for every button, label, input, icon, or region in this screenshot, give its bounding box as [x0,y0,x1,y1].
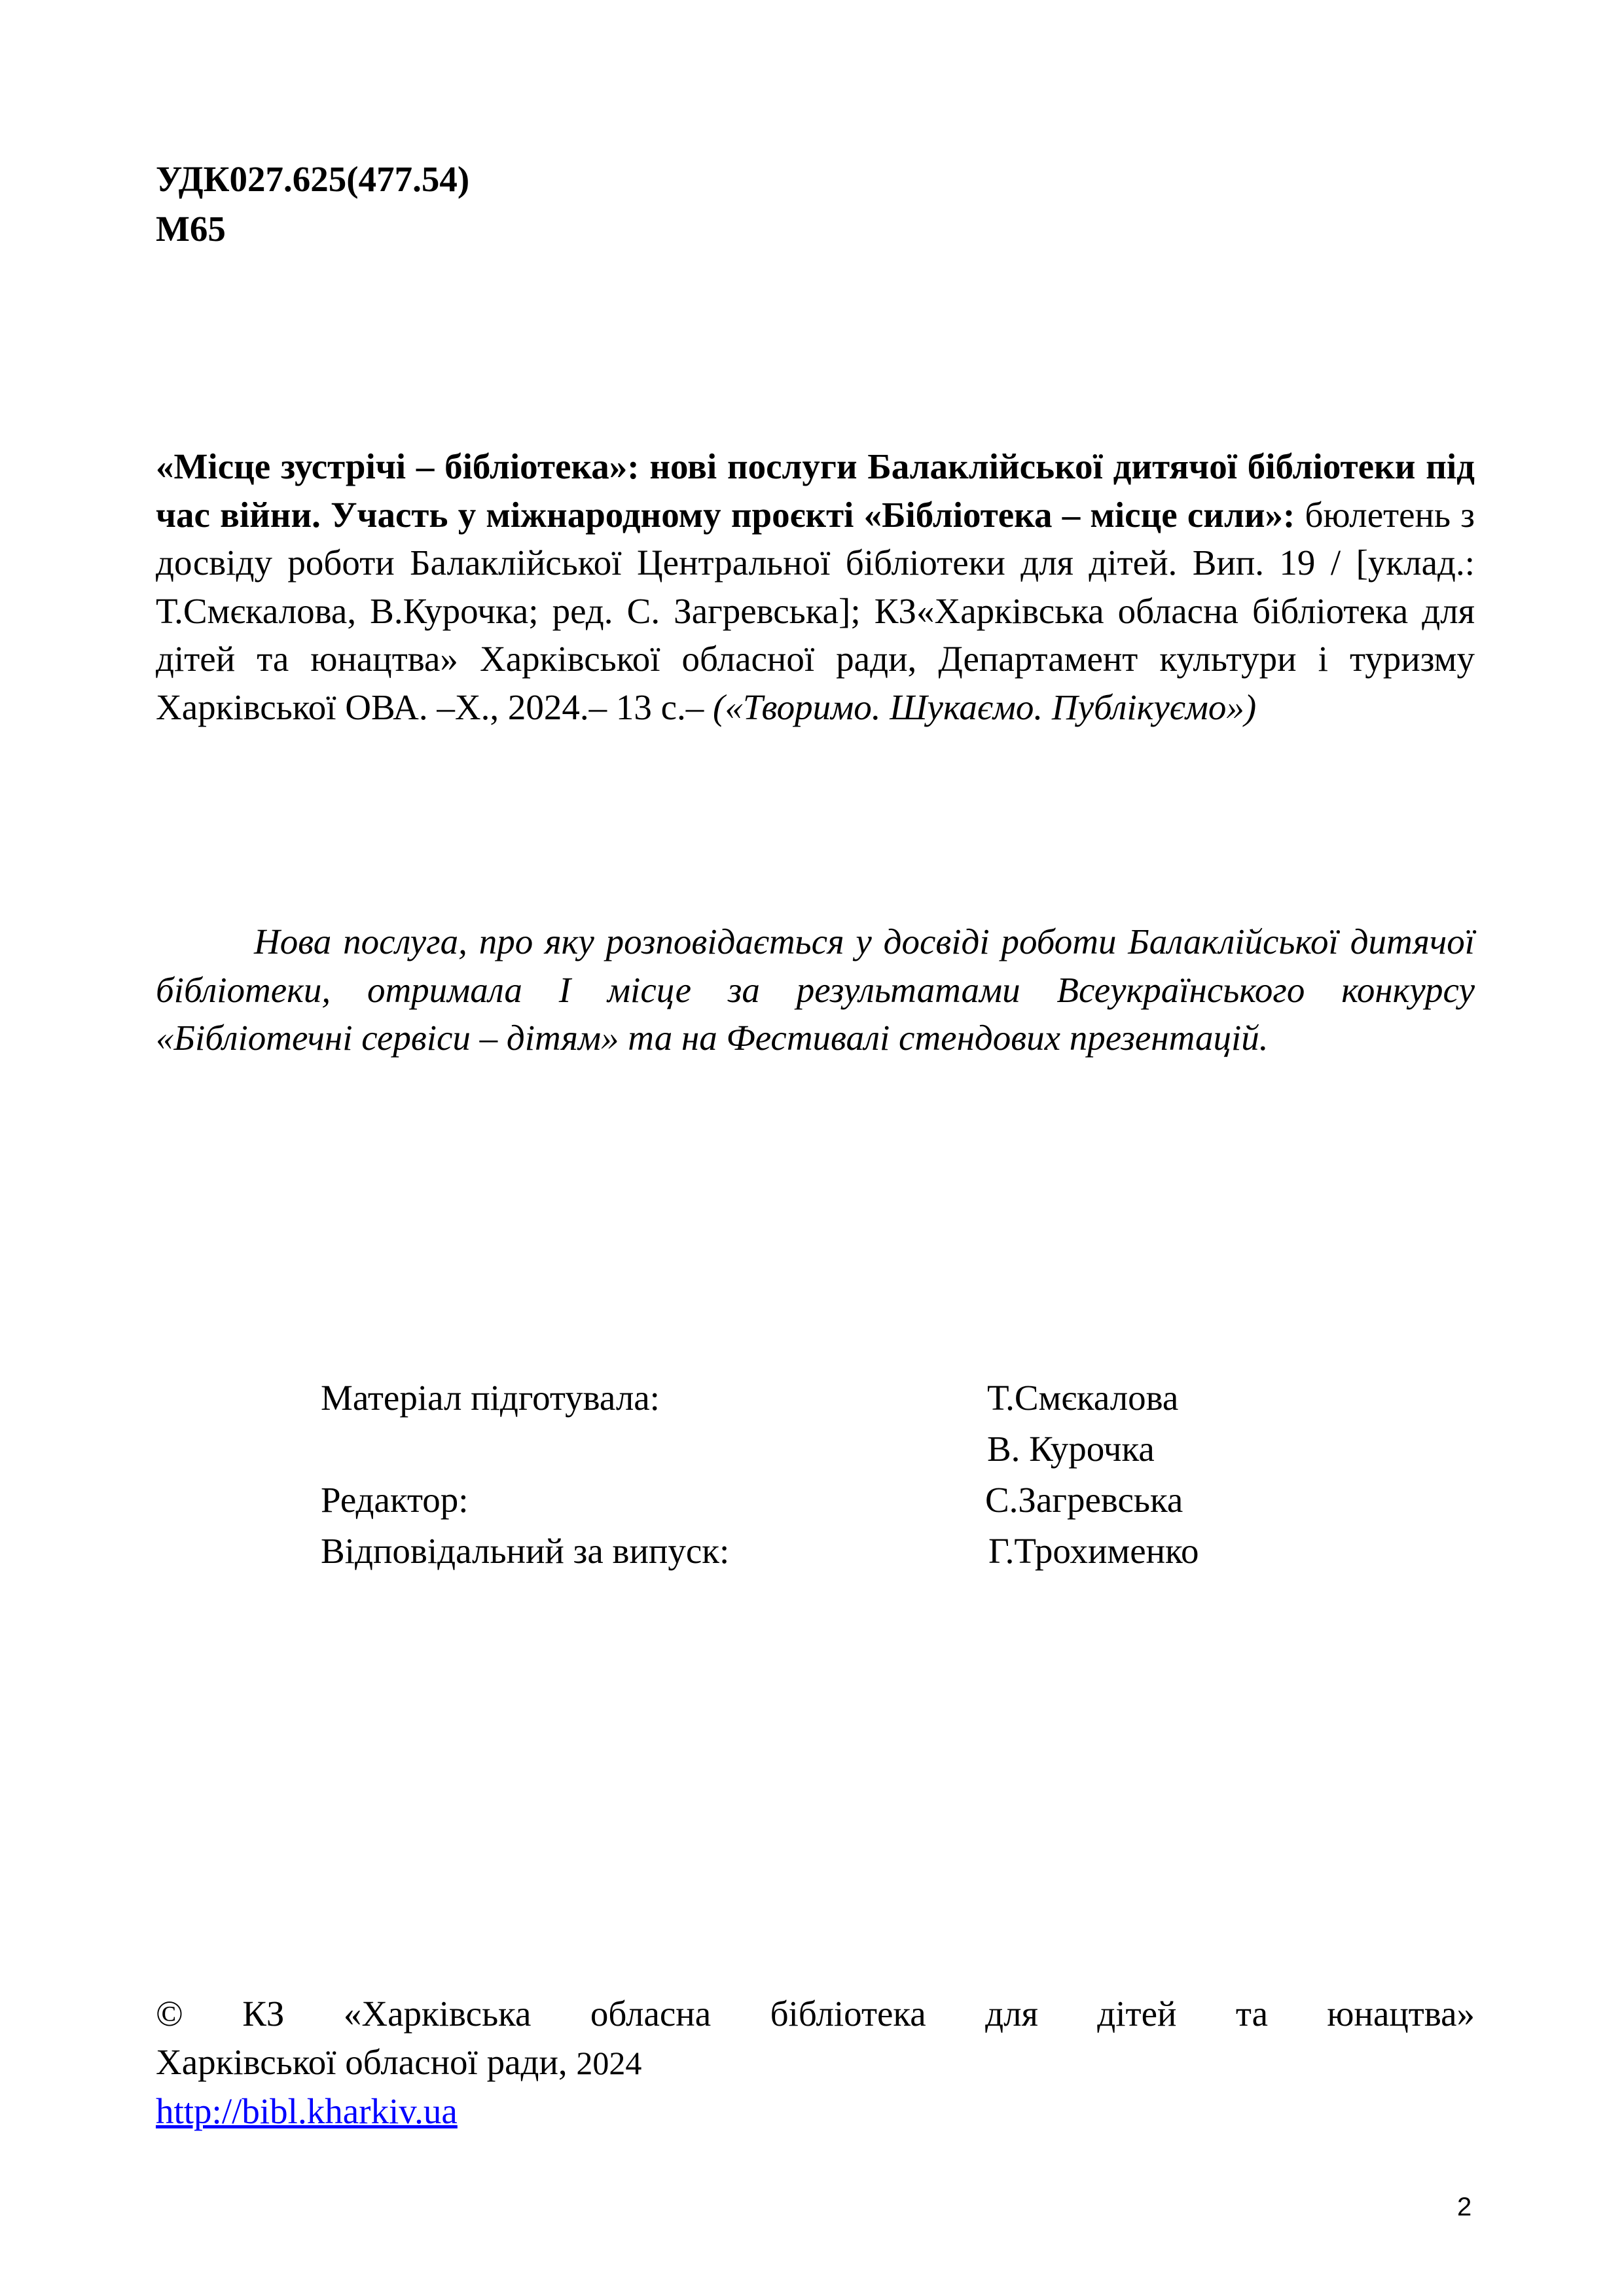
annotation: Нова послуга, про яку розповідається у досвіді роботи Балаклійської дитячої бібліотеки, отримала І місце за результатами Всеукраїнського конкурсу «Бібліотечні сервіси – дітям» та на Фестивалі стендових презентацій. [156,922,1475,1058]
credit-name: Г.Трохименко [988,1531,1199,1571]
udk-code: УДК027.625(477.54) [156,159,470,199]
publication-details: бюлетень з досвіду роботи Балаклійської Центральної бібліотеки для дітей. Вип. 19 / [уклад.: Т.Смєкалова, В.Курочка; ред. С. Загревська]; КЗ«Харківська обласна бібліотека для дітей та юнацтва» Харківської обласної ради, Департамент культури і туризму Харківської ОВА. –Х., 2024.– 13 с.– [156,494,1475,727]
copyright-year: 2024 [576,2044,642,2081]
credit-name: Т.Смєкалова [987,1378,1179,1418]
website-line [156,2087,1475,2136]
website-link[interactable]: http://bibl.kharkiv.ua [156,2091,458,2131]
publication-title: «Місце зустрічі – бібліотека»: нові послуги Балаклійської дитячої бібліотеки під час війни. Участь у міжнародному проєкті «Бібліотека – місце сили»: [156,446,1475,535]
author-sign: М65 [156,209,226,249]
copyright-block [156,1990,1475,2136]
page-number: 2 [1457,2193,1472,2221]
credit-name: В. Курочка [987,1429,1155,1469]
credit-name: С.Загревська [985,1480,1183,1520]
copyright-owner: Харківської обласної ради, [156,2041,577,2082]
series-title: («Творимо. Шукаємо. Публікуємо») [713,687,1257,727]
copyright-owner-line [156,2038,1475,2088]
udk-header [156,154,1475,254]
credit-role: Відповідальний за випуск: [321,1531,730,1571]
credit-role: Редактор: [321,1480,469,1520]
copyright-line: © КЗ «Харківська обласна бібліотека для дітей та юнацтва» [156,1994,1475,2034]
bibliographic-description [156,442,1475,731]
credit-role: Матеріал підготувала: [321,1378,660,1418]
